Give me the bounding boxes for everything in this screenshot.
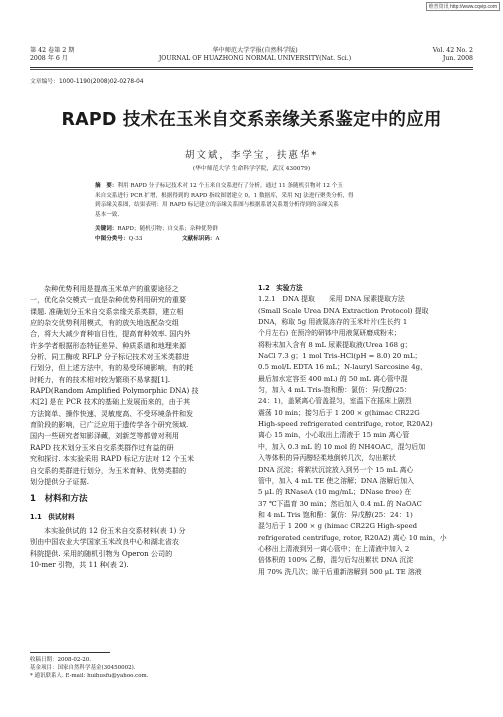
abstract-line-4: 基本一致. (95, 211, 120, 218)
keywords-label: 关键词： (95, 226, 118, 233)
methods-line: 中，加入 0.3 mL 的 10 mol 的 NH4OAC，混匀后加 (258, 442, 426, 451)
intro-line: 方法简单、操作快速、灵敏度高、不受环境条件和发 (30, 408, 194, 418)
header-rule (30, 67, 473, 68)
methods-line: 匀，加入 4 mL Tris-饱和酚：氯仿：异戊醇(25： (258, 386, 411, 395)
materials-line: 科院提供. 采用的随机引物为 Operon 公司的 (30, 548, 173, 558)
right-column (258, 283, 476, 578)
clc-label: 中图分类号： (95, 235, 129, 242)
abstract (95, 182, 400, 245)
methods-line: (Small Scale Urea DNA Extraction Protocol) 提取 (258, 306, 429, 315)
footnote-rule (30, 652, 110, 653)
intro-line: 合，将大大减少育种盲目性，提高育种效率. 国内外 (30, 329, 191, 339)
publication-date: 2008 年 6 月 (30, 55, 68, 62)
volume-issue: 第 42 卷第 2 期 (30, 47, 75, 54)
abstract-line-1: 摘 要：利用 RAPD 分子标记技术对 12 个玉米自交系进行了分析，通过 11 条随机引物对 12 个玉 (95, 183, 343, 189)
abstract-label: 摘 要： (95, 183, 118, 189)
intro-line: 自交系的类群进行划分，为玉米育种、优势类群的 (30, 465, 187, 475)
publication-date-en: Jun. 2008 (442, 55, 473, 62)
intro-line: 划分提供分子证据. (30, 476, 90, 486)
header-right (433, 47, 473, 63)
intro-line: 分析、同工酶或 RFLP 分子标记技术对玉米类群进 (30, 352, 190, 362)
intro-line: 时耗力，有的技术相对较为繁琐不易掌握[1]. (30, 374, 170, 384)
methods-line: DNA 沉淀；将絮状沉淀放入到另一个 15 mL 离心 (258, 465, 414, 474)
materials-line: 别由中国农业大学国家玉米改良中心和湖北省农 (30, 537, 179, 547)
footnote (30, 656, 245, 681)
abstract-line-2: 米自交系进行 PCR 扩增，根据得到的 RAPD 指纹图谱建立 0，1 数据库，采用 NJ 法进行聚类分析，得 (95, 192, 354, 199)
methods-line: 个月左右) 在预冷的研钵中用液氮研磨成粉末； (258, 329, 401, 338)
methods-line: 入等体积的异丙醇轻柔地倒转几次，勾出絮状 (258, 454, 396, 463)
methods-line: 倍体积的 100% 乙醇，混匀后勾出絮状 DNA 沉淀 (258, 556, 414, 565)
intro-line: RAPD 技术划分玉米自交系类群作过有益的研 (30, 442, 174, 452)
methods-line: 心移出上清液到另一离心管中；在上清液中加入 2 (258, 544, 410, 553)
intro-line: 课题. 准确划分玉米自交系亲缘关系类群，建立相 (30, 306, 184, 316)
materials-line: 本实验供试的 12 份玉米自交系材料(表 1) 分 (44, 525, 186, 535)
methods-line: 将粉末加入含有 8 mL 尿素提取液(Urea 168 g； (258, 340, 412, 349)
methods-line: 和 4 mL Tris 饱和酚：氯仿：异戊醇(25：24：1) (258, 510, 413, 519)
methods-line: 离心 15 min，小心取出上清液于 15 min 离心管 (258, 431, 410, 440)
keywords: 关键词：RAPD；随机引物；自交系；杂种优势群 (95, 226, 218, 233)
intro-line: 杂种优势利用是提高玉米单产的重要途径之 (44, 284, 179, 293)
intro-line: 国内一些研究者知影泽藏，刘新芝等都曾对利用 (30, 431, 179, 441)
authors: 胡文斌，李学宝，扶惠华* (184, 150, 319, 161)
section-heading-1: 1 材料和方法 (30, 494, 88, 505)
intro-line: RAPD(Random Amplified Polymorphic DNA) 技 (30, 386, 199, 396)
methods-line: 24：1)，盖紧离心管盖混匀，室温下在摇床上剧烈 (258, 397, 412, 406)
header-center (110, 47, 400, 63)
header-rule-thin (30, 69, 473, 70)
header-left (30, 47, 74, 63)
intro-line: 应的杂交优势利用模式，有的放矢地选配杂交组 (30, 318, 179, 328)
section-heading-1-2: 1.2 实验方法 (258, 284, 303, 292)
section-heading-1-1: 1.1 供试材料 (30, 512, 75, 521)
watermark-stamp: 维普资讯 http://www.cqvip.com (426, 2, 500, 11)
contact-info: * 通讯联系人. E-mail: huihusfu@yahoo.com. (30, 673, 149, 680)
methods-line: 37 ℃下温育 30 min；然后加入 0.4 mL 的 NaOAC (258, 499, 422, 508)
methods-line: 5 μL 的 RNaseA (10 mg/mL；DNase free) 在 (258, 488, 412, 497)
intro-line: 一，优化杂交模式一直是杂种优势利用研究的重要 (30, 295, 187, 305)
fund-info: 基金项目：国家自然科学基金(30450002). (30, 665, 136, 672)
intro-line: 术[2] 是在 PCR 技术的基础上发展而来的，由于其 (30, 397, 191, 407)
article-id: 文章编号：1000-1190(2008)02-0278-04 (30, 79, 144, 85)
paper-title: RAPD 技术在玉米自交系亲缘关系鉴定中的应用 (61, 110, 442, 130)
journal-name-en: JOURNAL OF HUAZHONG NORMAL UNIVERSITY(Nat. Sci.) (158, 55, 352, 62)
intro-line: 究和探讨. 本实验采用 RAPD 标记方法对 12 个玉米 (30, 454, 195, 464)
methods-line: 最后加水定容至 400 mL) 的 50 mL 离心管中混 (258, 374, 408, 383)
journal-name-cn: 华中师范大学学报(自然科学版) (212, 47, 298, 54)
doc-code-label: 文献标识码： (181, 235, 216, 242)
methods-line: NaCl 7.3 g；1 mol Tris-HCl(pH = 8.0) 20 mL； (258, 352, 422, 361)
methods-line: 1.2.1 DNA 提取 采用 DNA 尿素提取方法 (258, 295, 405, 304)
left-column (30, 283, 245, 570)
received-date: 收稿日期：2008-02-20. (30, 657, 91, 663)
affiliation: (华中师范大学 生命科学学院，武汉 430079) (192, 166, 311, 172)
methods-line: 管中，加入 4 mL TE 使之溶解；DNA 溶解后加入 (258, 476, 414, 485)
intro-line: 育阶段的影响，已广泛应用于遗传学各个研究领域. (30, 420, 189, 430)
classification (95, 235, 400, 245)
intro-line: 行划分，但上述方法中，有的易受环境影响，有的耗 (30, 363, 194, 373)
methods-line: 震荡 10 min；接匀后于 1 200 × g(himac CR22G (258, 408, 420, 417)
doc-code-value: A (215, 235, 220, 242)
intro-line: 许多学者根据形态特征差异、种质系谱和地理来源 (30, 340, 187, 350)
methods-line: DNA，称取 5g 用液氮冻存的玉米叶片(生长约 1 (258, 318, 408, 327)
methods-line: 用 70% 洗几次；晾干后重新溶解到 500 μL TE 溶液 (258, 567, 422, 576)
volume-issue-en: Vol. 42 No. 2 (432, 47, 473, 54)
methods-line: High-speed refrigerated centrifuge, rotor, R20A2) (258, 420, 433, 429)
methods-line: refrigerated centrifuge, rotor, R20A2) 离心 10 min，小 (258, 533, 447, 542)
materials-line: 10-mer 引物，共 11 种(表 2). (30, 559, 129, 569)
methods-line: 0.5 mol/L EDTA 16 mL；N-lauryl Sarcosine 4g， (258, 363, 427, 372)
abstract-line-3: 到亲缘关系图，结果表明：用 RAPD 标记建立的亲缘关系图与根据系谱关系划分析得到的亲缘关系 (95, 202, 339, 209)
methods-line: 混匀后于 1 200 × g (himac CR22G High-speed (258, 522, 418, 531)
clc-value: Q-33 (128, 235, 143, 242)
